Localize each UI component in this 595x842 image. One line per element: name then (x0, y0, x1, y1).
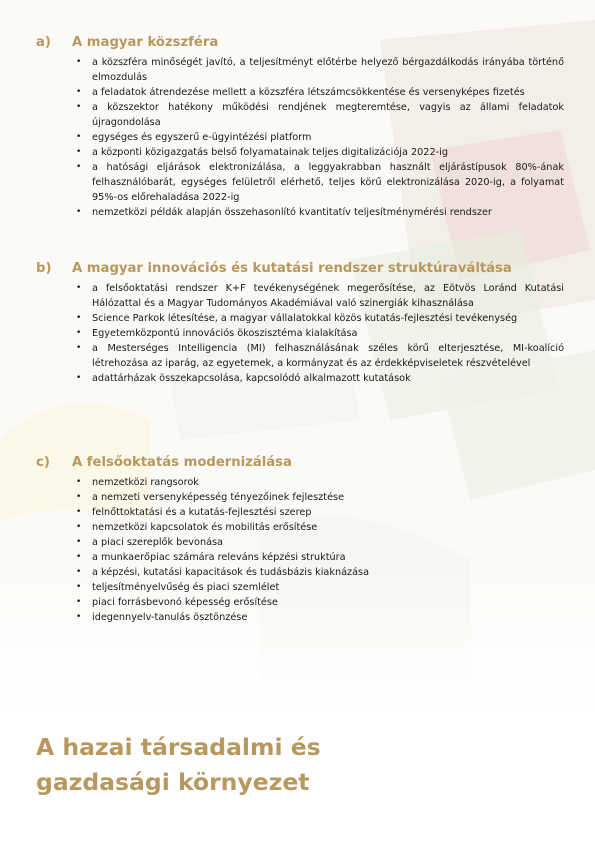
list-item: • a hatósági eljárások elektronizálása, a leggyakrabban használt eljárástípusok 80%-ának felhasználóbarát, egységes felületről elérhető, teljes körű elektronizálása 2020-ig, a folyamat 95%-os előrehaladása 2022-ig (76, 160, 564, 205)
section-title: A magyar közszféra (72, 35, 219, 50)
bullet-list (36, 475, 564, 625)
list-item: • a képzési, kutatási kapacitások és tudásbázis kiaknázása (76, 565, 564, 580)
chapter-title-line: A hazai társadalmi és (36, 733, 321, 761)
section-heading (36, 35, 564, 51)
list-item: • nemzetközi példák alapján összehasonlító kvantitatív teljesítménymérési rendszer (76, 205, 564, 220)
list-item: • a felsőoktatási rendszer K+F tevékenységének megerősítése, az Eötvös Loránd Kutatási Hálózattal és a Magyar Tudományos Akadémiával való szinergiák kihasználása (76, 281, 564, 311)
list-item: • teljesítményelvűség és piaci szemlélet (76, 580, 564, 595)
list-item: • adattárházak összekapcsolása, kapcsolódó alkalmazott kutatások (76, 371, 564, 386)
section-heading (36, 261, 564, 277)
list-item: • Egyetemközpontú innovációs ökoszisztéma kialakítása (76, 326, 564, 341)
list-item: • a központi közigazgatás belső folyamatainak teljes digitalizációja 2022-ig (76, 145, 564, 160)
section-letter: a) (36, 35, 51, 50)
list-item: • a nemzeti versenyképesség tényezőinek fejlesztése (76, 490, 564, 505)
list-item: • a Mesterséges Intelligencia (MI) felhasználásának széles körű elterjesztése, MI-koalíció létrehozása az iparág, az egyetemek, a kormányzat és az érdekképviseletek részvételével (76, 341, 564, 371)
list-item: • a közszektor hatékony működési rendjének megteremtése, vagyis az állami feladatok újragondolása (76, 100, 564, 130)
section-title: A magyar innovációs és kutatási rendszer struktúraváltása (72, 261, 512, 276)
section-letter: b) (36, 261, 52, 276)
section-a (36, 35, 564, 220)
list-item: • felnőttoktatási és a kutatás-fejlesztési szerep (76, 505, 564, 520)
list-item: • piaci forrásbevonó képesség erősítése (76, 595, 564, 610)
section-b (36, 261, 564, 386)
chapter-title-line: gazdasági környezet (36, 768, 310, 796)
section-letter: c) (36, 455, 50, 470)
list-item: • a piaci szereplők bevonása (76, 535, 564, 550)
bullet-list (36, 55, 564, 220)
chapter-title (36, 730, 556, 800)
section-heading (36, 455, 564, 471)
list-item: • a közszféra minőségét javító, a teljesítményt előtérbe helyező bérgazdálkodás irányába történő elmozdulás (76, 55, 564, 85)
list-item: • Science Parkok létesítése, a magyar vállalatokkal közös kutatás-fejlesztési tevékenység (76, 311, 564, 326)
section-c (36, 455, 564, 625)
bullet-list (36, 281, 564, 386)
list-item: • a feladatok átrendezése mellett a közszféra létszámcsökkentése és versenyképes fizetés (76, 85, 564, 100)
list-item: • nemzetközi kapcsolatok és mobilitás erősítése (76, 520, 564, 535)
section-title: A felsőoktatás modernizálása (72, 455, 292, 470)
list-item: • idegennyelv-tanulás ösztönzése (76, 610, 564, 625)
list-item: • egységes és egyszerű e-ügyintézési platform (76, 130, 564, 145)
list-item: • a munkaerőpiac számára releváns képzési struktúra (76, 550, 564, 565)
list-item: • nemzetközi rangsorok (76, 475, 564, 490)
